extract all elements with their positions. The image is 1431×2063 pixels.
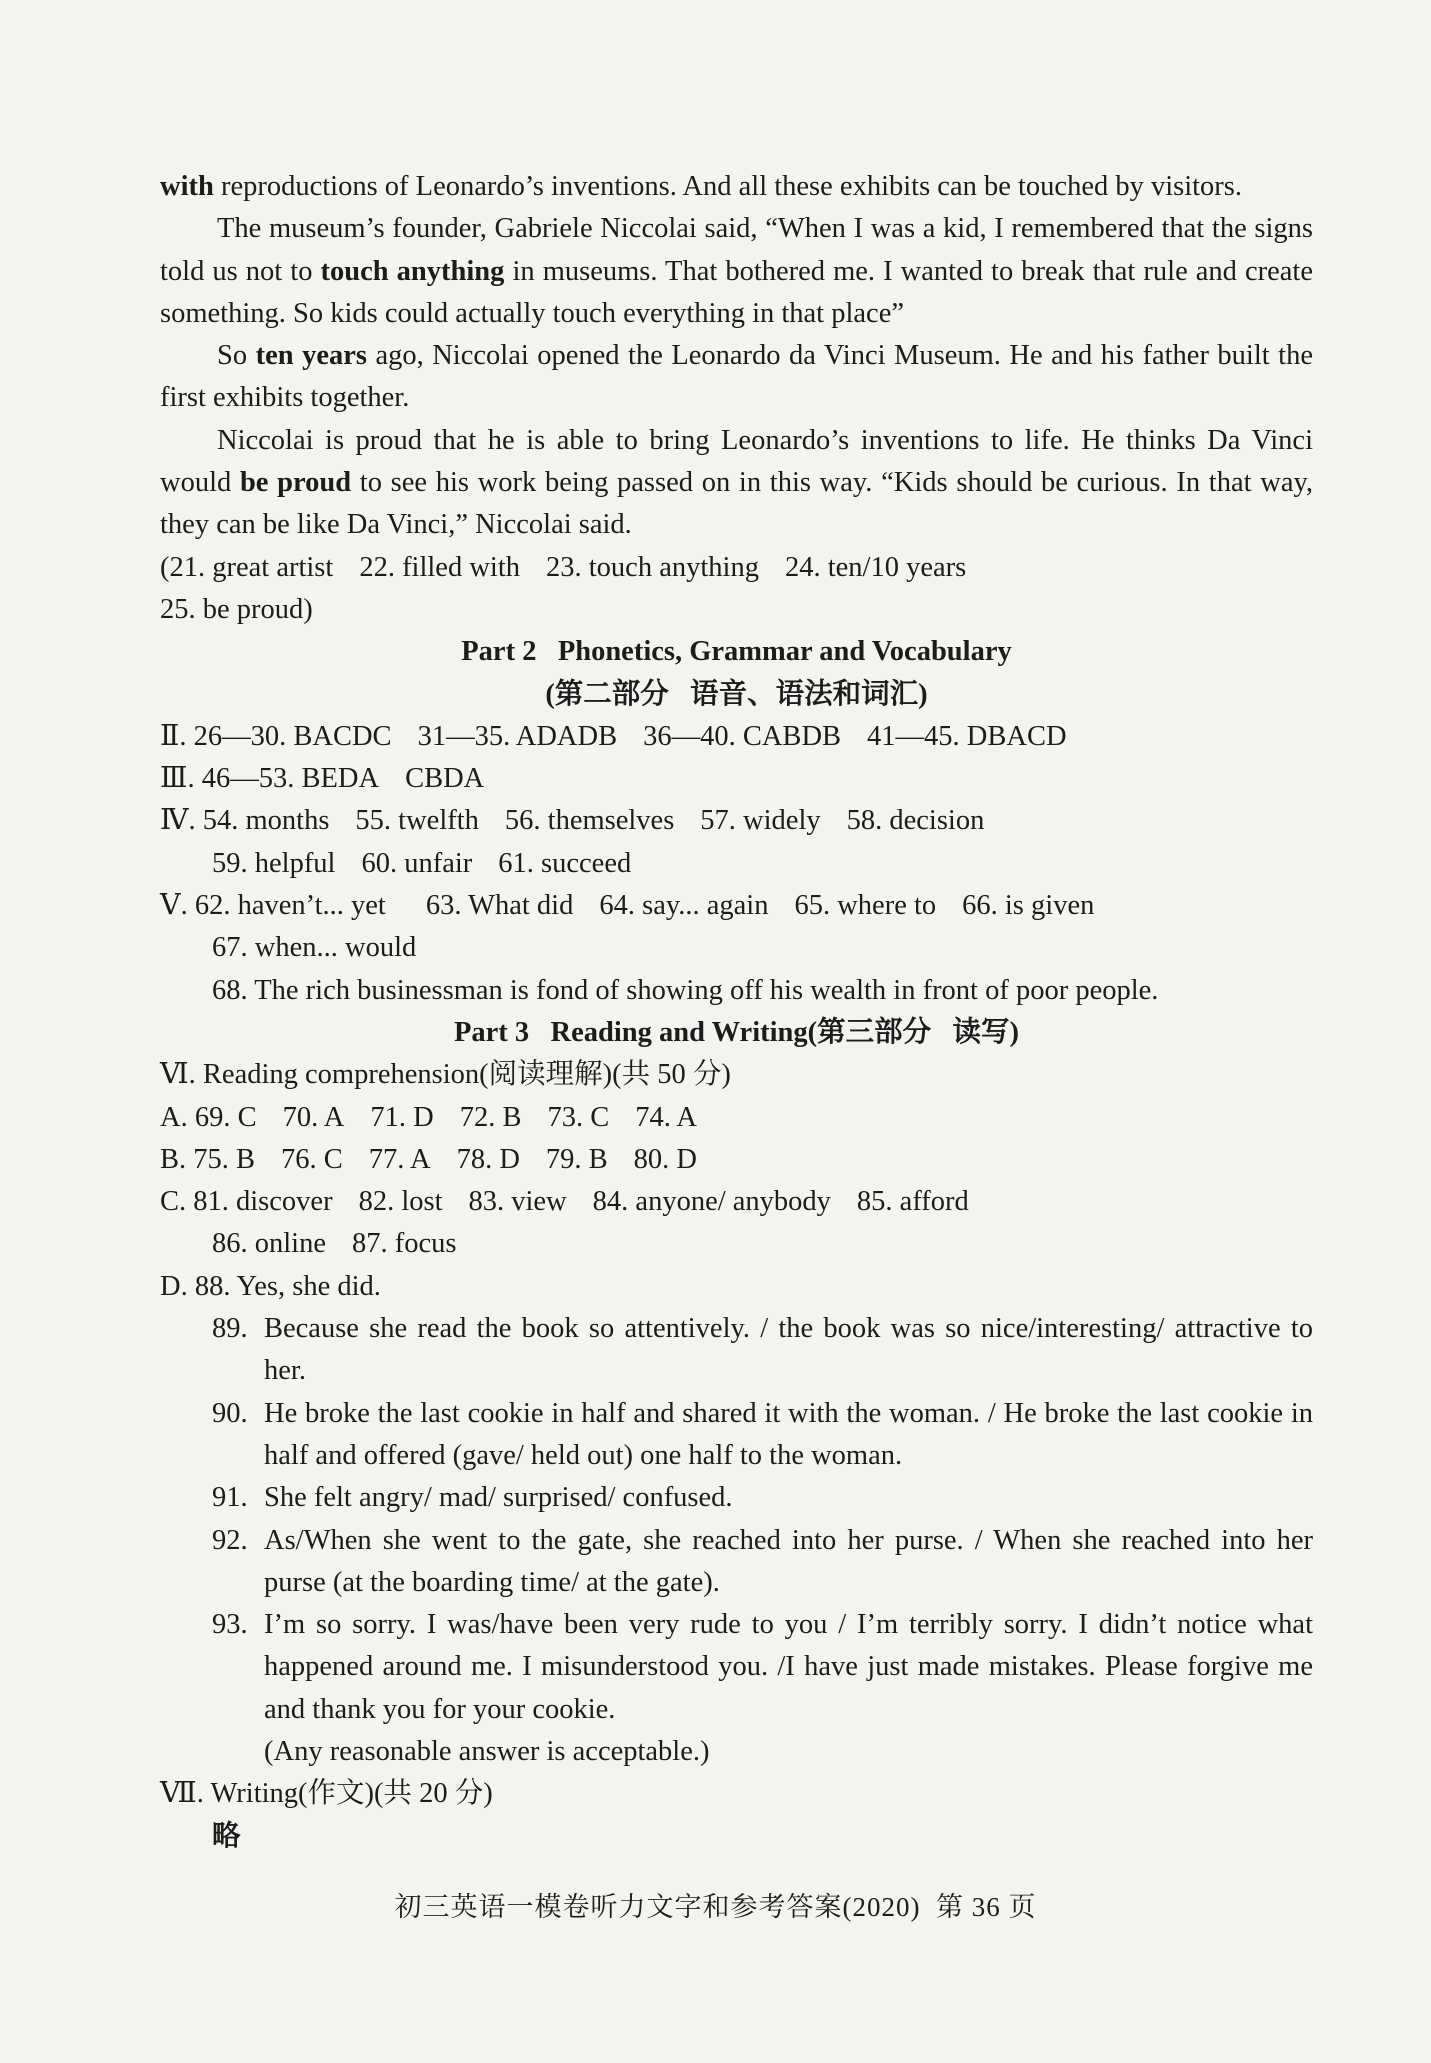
answer-item-91	[160, 1477, 1313, 1519]
writing-omitted: 略	[212, 1820, 241, 1852]
answer: 70. A	[282, 1101, 345, 1133]
passage-answers-line	[160, 589, 1313, 631]
answer: 69. C	[194, 1101, 257, 1133]
passage-paragraph-1	[160, 166, 1313, 208]
part2-subtitle: (第二部分 语音、语法和词汇)	[545, 678, 928, 710]
passage-paragraph-2	[160, 208, 1313, 335]
answer: 84. anyone/ anybody	[592, 1186, 831, 1218]
section-label: Ⅵ.	[160, 1059, 196, 1091]
answer: 26—30. BACDC	[193, 720, 392, 752]
section-V-continued	[160, 970, 1313, 1012]
section-label: Ⅱ.	[160, 720, 187, 752]
question-number: 88.	[194, 1270, 231, 1302]
paragraph-text: The museum’s founder, Gabriele Niccolai said, “When I was a kid, I remembered that the signs told us not to	[160, 213, 1313, 287]
section-VI-B	[160, 1139, 1313, 1181]
paragraph-text: reproductions of Leonardo’s inventions. And all these exhibits can be touched by visitors.	[213, 171, 1243, 202]
part3-title: Part 3 Reading and Writing(第三部分 读写)	[453, 1016, 1019, 1048]
paragraph-text: ago, Niccolai opened the Leonardo da Vinci Museum. He and his father built the first exhibits together.	[160, 340, 1313, 414]
answer: 66. is given	[962, 890, 1095, 922]
paragraph-text: in museums. That bothered me. I wanted to break that rule and create something. So kids could actually touch everything in that place”	[160, 255, 1314, 329]
section-III	[160, 758, 1313, 800]
answer: 59. helpful	[212, 847, 336, 879]
answer: 73. C	[547, 1101, 610, 1133]
bold-phrase: with	[160, 171, 214, 202]
answer: 75. B	[193, 1143, 256, 1175]
answer: 58. decision	[846, 805, 985, 837]
answer: 72. B	[459, 1101, 522, 1133]
answer: I’m so sorry. I was/have been very rude to you / I’m terribly sorry. I didn’t notice what happened around me. I misunderstood you. /I have just made mistakes. Please forgive me and thank you for your cookie.	[264, 1609, 1313, 1725]
answer: 25. be proud)	[160, 593, 313, 625]
answer: (21. great artist	[160, 551, 334, 583]
answer: 61. succeed	[498, 847, 632, 879]
answer: 86. online	[212, 1228, 326, 1260]
answer-item-90	[160, 1393, 1313, 1478]
answer: 54. months	[202, 805, 330, 837]
answer: 83. view	[468, 1186, 567, 1218]
bold-phrase: touch anything	[320, 255, 505, 287]
answer: 77. A	[368, 1143, 431, 1175]
section-VI	[160, 1054, 1313, 1096]
subsection-label: B.	[160, 1143, 187, 1175]
answer: 41—45. DBACD	[867, 720, 1067, 752]
answer: 76. C	[281, 1143, 343, 1175]
answer: 80. D	[633, 1143, 698, 1175]
answer: As/When she went to the gate, she reached into her purse. / When she reached into her purse (at the boarding time/ at the gate).	[264, 1524, 1313, 1598]
section-IV	[160, 800, 1313, 842]
question-number: 90.	[212, 1397, 248, 1429]
answer: 68. The rich businessman is fond of showing off his wealth in front of poor people.	[212, 974, 1159, 1006]
answer: 36—40. CABDB	[643, 720, 842, 752]
answer: 56. themselves	[504, 805, 675, 837]
section-label: Ⅲ.	[160, 763, 195, 795]
answer-item-93	[160, 1604, 1313, 1731]
section-V-continued	[160, 927, 1313, 969]
section-label: Ⅴ.	[160, 890, 188, 922]
answer: 46—53. BEDA	[201, 763, 380, 795]
answer: 63. What did	[425, 890, 574, 922]
question-number: 92.	[212, 1524, 248, 1556]
paragraph-text: to see his work being passed on in this way. “Kids should be curious. In that way, they can be like Da Vinci,” Niccolai said.	[160, 467, 1313, 541]
question-number: 91.	[212, 1482, 248, 1514]
section-VII	[160, 1773, 1313, 1815]
question-number: 89.	[212, 1313, 248, 1345]
answer: 23. touch anything	[546, 551, 759, 583]
passage-answers-line	[160, 547, 1313, 589]
section-V	[160, 885, 1313, 927]
section-VI-C	[160, 1181, 1313, 1223]
bold-phrase: ten years	[255, 340, 367, 372]
answer: 79. B	[545, 1143, 608, 1175]
paragraph-text: Niccolai is proud that he is able to bring Leonardo’s inventions to life. He thinks Da Vinci would	[160, 424, 1313, 499]
part2-title: Part 2 Phonetics, Grammar and Vocabulary	[461, 636, 1012, 668]
answer: 24. ten/10 years	[784, 551, 967, 583]
answer: She felt angry/ mad/ surprised/ confused.	[264, 1482, 733, 1514]
passage-paragraph-3	[160, 335, 1313, 420]
section-label: Ⅳ.	[160, 805, 196, 837]
answer-item-92	[160, 1520, 1313, 1605]
subsection-label: A.	[160, 1101, 188, 1133]
answer: 60. unfair	[361, 847, 473, 879]
answer: 62. haven’t... yet	[194, 890, 386, 922]
bold-phrase: be proud	[239, 467, 352, 499]
answer: 87. focus	[352, 1228, 457, 1260]
answer-item-89	[160, 1308, 1313, 1393]
subsection-label: C.	[160, 1186, 187, 1218]
answer: 22. filled with	[359, 551, 521, 583]
answer: 67. when... would	[212, 932, 417, 964]
answer: 55. twelfth	[355, 805, 479, 837]
answer: 74. A	[635, 1101, 698, 1133]
answer: He broke the last cookie in half and shared it with the woman. / He broke the last cookie in half and offered (gave/ held out) one half to the woman.	[264, 1397, 1313, 1471]
question-number: 93.	[212, 1609, 248, 1641]
section-VI-C-continued	[160, 1223, 1313, 1265]
answer: 81. discover	[193, 1186, 333, 1218]
answer: 64. say... again	[599, 890, 769, 922]
section-II	[160, 716, 1313, 758]
section-heading: Writing(作文)(共 20 分)	[210, 1778, 493, 1810]
paragraph-text: So	[217, 340, 256, 372]
section-VI-A	[160, 1097, 1313, 1139]
answer: 71. D	[370, 1101, 434, 1133]
answer: 65. where to	[794, 890, 937, 922]
answer: Yes, she did.	[236, 1270, 381, 1302]
answer: 31—35. ADADB	[417, 720, 618, 752]
answer: 57. widely	[700, 805, 821, 837]
answer-note: (Any reasonable answer is acceptable.)	[264, 1735, 710, 1767]
section-VI-D	[160, 1266, 1313, 1308]
page-footer: 初三英语一模卷听力文字和参考答案(2020) 第 36 页	[394, 1892, 1037, 1922]
answer: CBDA	[405, 763, 485, 795]
passage-paragraph-4	[160, 420, 1313, 547]
section-heading: Reading comprehension(阅读理解)(共 50 分)	[202, 1059, 731, 1091]
section-IV-continued	[160, 843, 1313, 885]
answer: 85. afford	[856, 1186, 969, 1218]
answer: 78. D	[456, 1143, 520, 1175]
section-label: Ⅶ.	[160, 1778, 204, 1810]
subsection-label: D.	[160, 1270, 188, 1302]
answer: 82. lost	[358, 1186, 443, 1218]
answer: Because she read the book so attentively. / the book was so nice/interesting/ attractive to her.	[264, 1313, 1313, 1387]
